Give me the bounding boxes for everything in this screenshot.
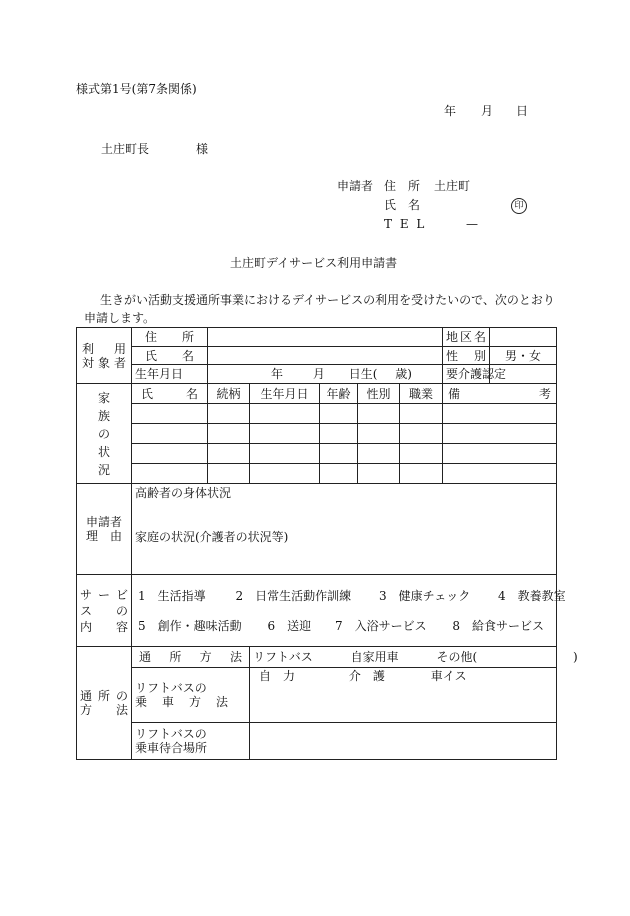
intro-line2: 申請します。 bbox=[84, 311, 156, 325]
intro-line1: 生きがい活動支援通所事業におけるデイサービスの利用を受けたいので、次のとおり bbox=[100, 293, 555, 307]
service-item[interactable]: 4 教養教室 bbox=[498, 588, 566, 603]
form-number: 様式第1号(第7条関係) bbox=[76, 82, 197, 96]
service-item[interactable]: 8 給食サービス bbox=[452, 618, 545, 633]
family-header-age: 年齢 bbox=[320, 384, 358, 404]
subject-name-field[interactable] bbox=[208, 347, 443, 365]
addressee-name: 土庄町長 bbox=[101, 142, 150, 156]
birth-month: 月 bbox=[312, 367, 325, 381]
table-row bbox=[77, 444, 557, 464]
reason-elderly-condition: 高齢者の身体状況 bbox=[135, 486, 232, 500]
family-header-note: 備考 bbox=[443, 384, 557, 404]
reason-field[interactable] bbox=[132, 484, 557, 575]
boarding-option-wheelchair[interactable]: 車イス bbox=[430, 669, 467, 683]
method-option-car[interactable]: 自家用車 bbox=[350, 650, 399, 664]
service-item[interactable]: 2 日常生活動作訓練 bbox=[235, 588, 352, 603]
services-field bbox=[132, 575, 566, 647]
service-item[interactable]: 6 送迎 bbox=[267, 618, 312, 633]
subject-address-label: 住所 bbox=[132, 328, 208, 347]
seal-mark bbox=[511, 197, 527, 214]
table-row bbox=[77, 464, 557, 484]
applicant-address-value: 土庄町 bbox=[434, 179, 471, 193]
service-item[interactable]: 1 生活指導 bbox=[138, 588, 206, 603]
subject-district-field[interactable] bbox=[490, 328, 557, 347]
method-option-other[interactable]: その他( bbox=[436, 650, 478, 664]
family-header-job: 職業 bbox=[400, 384, 443, 404]
commute-boarding-field bbox=[250, 668, 557, 723]
applicant-address-label: 住 所 bbox=[384, 179, 421, 193]
commute-method-field bbox=[250, 647, 578, 668]
method-option-other-close: ) bbox=[572, 650, 578, 664]
commute-row-label: 通所の 方 法 bbox=[77, 647, 132, 760]
seal-icon: 印 bbox=[511, 198, 527, 214]
family-header-relation: 続柄 bbox=[208, 384, 250, 404]
birth-age-close: 歳) bbox=[395, 367, 412, 381]
table-row bbox=[77, 404, 557, 424]
reason-row-label: 申請者 理 由 bbox=[77, 484, 132, 575]
birth-year: 年 bbox=[271, 367, 284, 381]
boarding-option-self[interactable]: 自 力 bbox=[259, 669, 296, 683]
subject-district-label: 地区名 bbox=[443, 328, 490, 347]
commute-wait-field[interactable] bbox=[250, 723, 557, 760]
application-form-table bbox=[76, 327, 578, 760]
subject-birth-label: 生年月日 bbox=[132, 365, 208, 384]
family-header-sex: 性別 bbox=[358, 384, 400, 404]
reason-family-condition: 家庭の状況(介護者の状況等) bbox=[135, 530, 289, 544]
commute-method-label: 通所方法 bbox=[132, 647, 250, 668]
family-header-birth: 生年月日 bbox=[250, 384, 320, 404]
applicant-tel-label: T E L bbox=[384, 217, 427, 231]
subject-address-field[interactable] bbox=[208, 328, 443, 347]
commute-wait-label: リフトバスの 乗車待合場所 bbox=[132, 723, 250, 760]
applicant-tel-dash: — bbox=[466, 217, 478, 231]
date-month: 月 bbox=[481, 104, 494, 118]
service-item[interactable]: 3 健康チェック bbox=[378, 588, 471, 603]
service-item[interactable]: 5 創作・趣味活動 bbox=[138, 618, 242, 633]
subject-sex-value[interactable]: 男・女 bbox=[490, 347, 557, 365]
subject-birth-field[interactable] bbox=[208, 365, 443, 384]
date-day: 日 bbox=[516, 104, 529, 118]
commute-boarding-label: リフトバスの 乗車方法 bbox=[132, 668, 250, 723]
services-row-label: サ ー ビ ス の 内 容 bbox=[77, 575, 132, 647]
boarding-option-assist[interactable]: 介 護 bbox=[348, 669, 385, 683]
subject-sex-label: 性別 bbox=[443, 347, 490, 365]
method-option-liftbus[interactable]: リフトバス bbox=[253, 650, 313, 664]
applicant-name-label: 氏 名 bbox=[384, 198, 421, 212]
applicant-label: 申請者 bbox=[337, 179, 374, 193]
document-title: 土庄町デイサービス利用申請書 bbox=[230, 256, 398, 270]
subject-name-label: 氏名 bbox=[132, 347, 208, 365]
service-item[interactable]: 7 入浴サービス bbox=[334, 618, 427, 633]
subject-care-label: 要介護認定 bbox=[443, 365, 490, 384]
date-year: 年 bbox=[444, 104, 457, 118]
table-row bbox=[77, 424, 557, 444]
subject-row-label: 利 用 対象者 bbox=[77, 328, 132, 384]
family-header-name: 氏名 bbox=[132, 384, 208, 404]
addressee-honorific: 様 bbox=[196, 142, 209, 156]
birth-day-age: 日生( bbox=[348, 367, 378, 381]
family-row-label: 家 族 の 状 況 bbox=[77, 384, 132, 484]
